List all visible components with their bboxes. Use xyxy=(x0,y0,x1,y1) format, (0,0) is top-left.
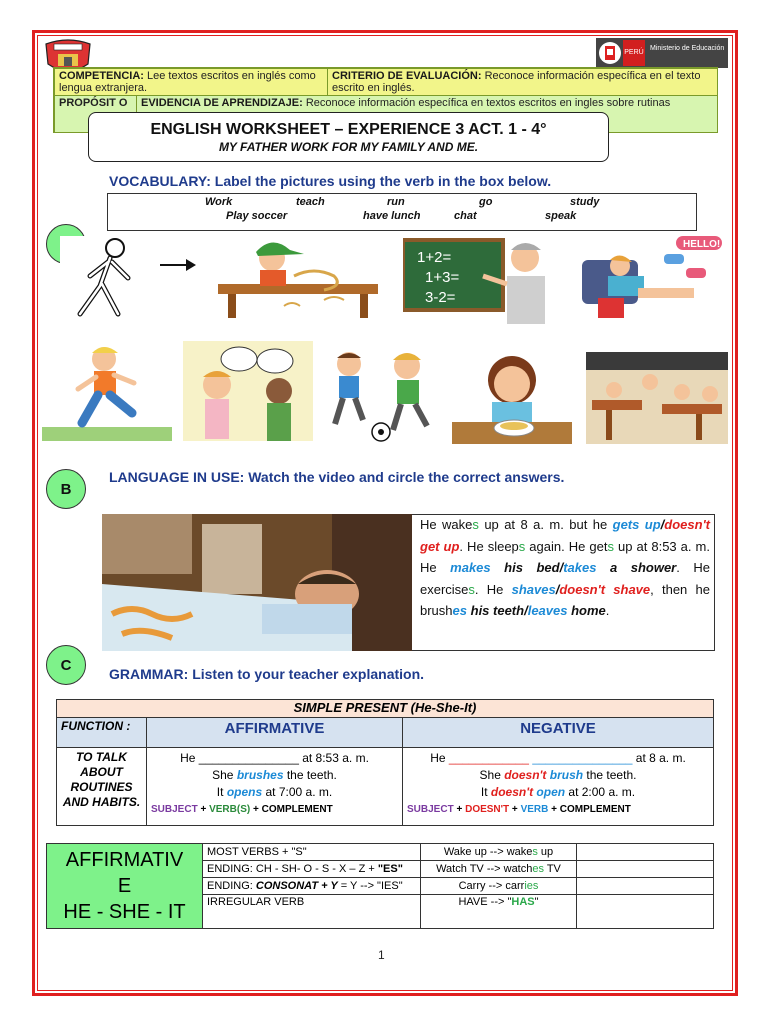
example-ending: s xyxy=(532,846,538,858)
kids-playing-soccer-picture xyxy=(323,346,441,446)
example-verb: open xyxy=(533,785,566,799)
formula-plus: + xyxy=(509,804,521,815)
peru-shield-icon xyxy=(598,40,622,66)
example-text: HAVE --> " xyxy=(458,896,512,908)
girl-eating-picture xyxy=(452,346,572,444)
svg-text:HELLO!: HELLO! xyxy=(683,239,721,250)
option-leaves[interactable]: leaves xyxy=(527,603,568,618)
word-run: run xyxy=(387,196,405,208)
word-speak: speak xyxy=(545,210,577,222)
word-chat: chat xyxy=(454,210,477,222)
example-have xyxy=(421,895,577,929)
worksheet-title: ENGLISH WORKSHEET – EXPERIENCE 3 ACT. 1 - 4° xyxy=(150,121,547,138)
example-text: at 7:00 a. m. xyxy=(262,785,333,799)
story-fragment: , then he brush xyxy=(420,581,710,618)
example-verb: opens xyxy=(226,785,263,799)
evidencia-text: Reconoce información específica en textos escritos en ingles sobre rutinas xyxy=(305,97,671,109)
walking-man-picture xyxy=(60,236,200,320)
word-have-lunch: have lunch xyxy=(363,210,421,222)
example-aux: doesn't xyxy=(504,768,547,782)
affirmative-label xyxy=(47,844,203,929)
rule-text: = Y --> "IES" xyxy=(337,880,403,892)
rule-es-ending xyxy=(203,861,421,878)
word-play-soccer: Play soccer xyxy=(226,210,288,222)
worksheet-title-box xyxy=(88,112,609,162)
svg-text:3-2=: 3-2= xyxy=(425,289,456,306)
svg-text:1+3=: 1+3= xyxy=(425,269,460,286)
example-watch-tv xyxy=(421,861,577,878)
word-box xyxy=(107,193,697,231)
example-text: Watch TV --> watch xyxy=(436,863,533,875)
empty-cell xyxy=(577,861,714,878)
story-fragment xyxy=(491,560,505,575)
option-doesnt-get-up[interactable]: doesn't get up xyxy=(420,517,710,554)
competencia-cell xyxy=(54,68,328,96)
classroom-studying-picture xyxy=(586,352,728,444)
example-ending: HAS xyxy=(511,896,535,908)
story-text xyxy=(420,514,710,622)
competencia-label: COMPETENCIA: xyxy=(59,70,144,82)
criterio-text: Reconoce información específica en el texto escrito en inglés. xyxy=(332,70,701,94)
example-ending: es xyxy=(532,863,544,875)
option-makes[interactable]: makes xyxy=(450,560,491,575)
label-line: HE - SHE - IT xyxy=(63,901,186,923)
verb-ending: s xyxy=(472,517,479,532)
story-fragment: / xyxy=(555,581,560,597)
ministry-logo xyxy=(596,38,728,68)
option-shaves[interactable]: shaves xyxy=(511,581,556,597)
teacher-picture xyxy=(403,236,567,326)
option-his-bed[interactable]: his bed/ xyxy=(504,560,564,575)
evidencia-label: EVIDENCIA DE APRENDIZAJE: xyxy=(141,97,303,109)
option-gets-up[interactable]: gets up xyxy=(612,517,661,532)
negative-header: NEGATIVE xyxy=(403,718,714,748)
story-fragment: up at 8:53 a. m. He xyxy=(420,538,710,575)
example-text: TV xyxy=(543,863,561,875)
example-carry xyxy=(421,878,577,895)
svg-text:1+2=: 1+2= xyxy=(417,249,452,266)
example-text: It xyxy=(216,785,227,799)
competencia-text: Lee textos escritos en inglés como lengua extranjera. xyxy=(59,70,316,94)
option-takes[interactable]: takes xyxy=(563,560,597,575)
rule-text: ENDING: xyxy=(207,880,256,892)
story-fragment: up at 8 a. m. but he xyxy=(478,517,613,532)
option-his-teeth[interactable]: his teeth/ xyxy=(470,603,528,618)
rule-bold: "ES" xyxy=(377,863,403,875)
story-fragment: . xyxy=(605,603,610,618)
option-doesnt-shave[interactable]: doesn't shave xyxy=(559,581,651,597)
section-b-circle: B xyxy=(46,469,86,509)
example-text: at 8 a. m. xyxy=(632,751,686,765)
criterio-cell xyxy=(327,68,718,96)
empty-cell xyxy=(577,844,714,861)
criterio-label: CRITERIO DE EVALUACIÓN: xyxy=(332,70,482,82)
rule-text: ENDING: CH - SH- O - S - X – Z + xyxy=(207,863,378,875)
example-text: It xyxy=(480,785,491,799)
label-line: E xyxy=(117,875,132,897)
word-study: study xyxy=(570,196,600,208)
negative-examples xyxy=(403,748,714,826)
example-ending: ies xyxy=(524,880,539,892)
section-c-circle: C xyxy=(46,645,86,685)
story-fragment: . He exercise xyxy=(420,560,711,597)
option-a-shower[interactable]: a shower xyxy=(596,560,677,575)
vocabulary-heading: VOCABULARY: Label the pictures using the verb in the box below. xyxy=(109,173,552,189)
story-fragment: again. He get xyxy=(525,538,608,554)
story-fragment: . He sleep xyxy=(459,538,519,554)
fill-blank[interactable]: _______________ xyxy=(528,751,633,765)
page-number: 1 xyxy=(378,948,385,962)
boy-working-picture xyxy=(214,236,382,320)
ministry-name: Ministerio de Educación xyxy=(650,45,725,52)
example-text: at 8:53 a. m. xyxy=(298,751,369,765)
story-fragment: He wake xyxy=(420,517,473,532)
example-text: up xyxy=(537,846,554,858)
formula-verb: VERB xyxy=(520,804,549,815)
empty-cell xyxy=(577,878,714,895)
formula-complement: + COMPLEMENT xyxy=(548,804,631,815)
example-text: " xyxy=(534,896,539,908)
label-line: AFFIRMATIV xyxy=(65,849,184,871)
function-text: TO TALK ABOUT ROUTINES AND HABITS. xyxy=(57,748,147,826)
example-text: He xyxy=(430,751,449,765)
verb-ending: s xyxy=(607,538,614,554)
simple-present-table xyxy=(56,699,714,826)
proposito-cell: PROPÓSIT O xyxy=(54,95,137,133)
word-work: Work xyxy=(205,196,233,208)
formula-subject: SUBJECT xyxy=(151,804,198,815)
grammar-heading: GRAMMAR: Listen to your teacher explanation. xyxy=(109,666,425,682)
story-fragment: . He xyxy=(474,581,512,597)
example-text: the teeth. xyxy=(583,768,637,782)
verb-ending: s xyxy=(518,538,526,554)
man-sleeping-picture xyxy=(102,514,412,651)
example-verb: brushes xyxy=(236,768,284,782)
option-home[interactable]: home xyxy=(567,603,606,618)
students-chatting-picture xyxy=(568,234,728,324)
example-text: She xyxy=(479,768,505,782)
formula-plus: + xyxy=(197,804,210,815)
example-wake-up xyxy=(421,844,577,861)
formula-verb: VERB(S) xyxy=(209,804,251,815)
affirmative-examples xyxy=(147,748,403,826)
example-text: at 2:00 a. m. xyxy=(565,785,636,799)
fill-blank[interactable]: ____________ xyxy=(448,751,529,765)
example-text: the teeth. xyxy=(283,768,337,782)
example-text: Carry --> carr xyxy=(458,880,525,892)
simple-present-title: SIMPLE PRESENT (He-She-It) xyxy=(57,700,714,718)
formula-plus: + xyxy=(453,804,466,815)
affirmative-header: AFFIRMATIVE xyxy=(147,718,403,748)
people-speaking-picture xyxy=(183,341,313,441)
verb-ending: s xyxy=(468,581,475,597)
worksheet-subtitle: MY FATHER WORK FOR MY FAMILY AND ME. xyxy=(218,140,479,154)
example-verb: brush xyxy=(546,768,584,782)
verb-ending: es xyxy=(452,603,467,618)
empty-cell xyxy=(577,895,714,929)
example-text: Wake up --> wake xyxy=(443,846,533,858)
story-fragment: / xyxy=(660,517,665,532)
running-boy-picture xyxy=(42,343,172,443)
example-text: He xyxy=(180,751,199,765)
formula-complement: + COMPLEMENT xyxy=(250,804,333,815)
formula-doesnt: DOESN'T xyxy=(465,804,510,815)
rule-irregular: IRREGULAR VERB xyxy=(203,895,421,929)
formula-subject: SUBJECT xyxy=(407,804,454,815)
language-in-use-heading: LANGUAGE IN USE: Watch the video and circle the correct answers. xyxy=(109,469,565,485)
rule-most-verbs: MOST VERBS + "S" xyxy=(203,844,421,861)
affirmative-rules-table xyxy=(46,843,714,929)
rule-bold: CONSONAT + Y xyxy=(255,880,338,892)
word-go: go xyxy=(479,196,493,208)
fill-blank[interactable]: _______________ xyxy=(198,751,299,765)
rule-ies-ending xyxy=(203,878,421,895)
peru-label: PERÚ xyxy=(623,40,645,66)
example-aux: doesn't xyxy=(490,785,534,799)
example-text: She xyxy=(212,768,237,782)
function-label: FUNCTION : xyxy=(57,718,147,748)
word-teach: teach xyxy=(296,196,325,208)
